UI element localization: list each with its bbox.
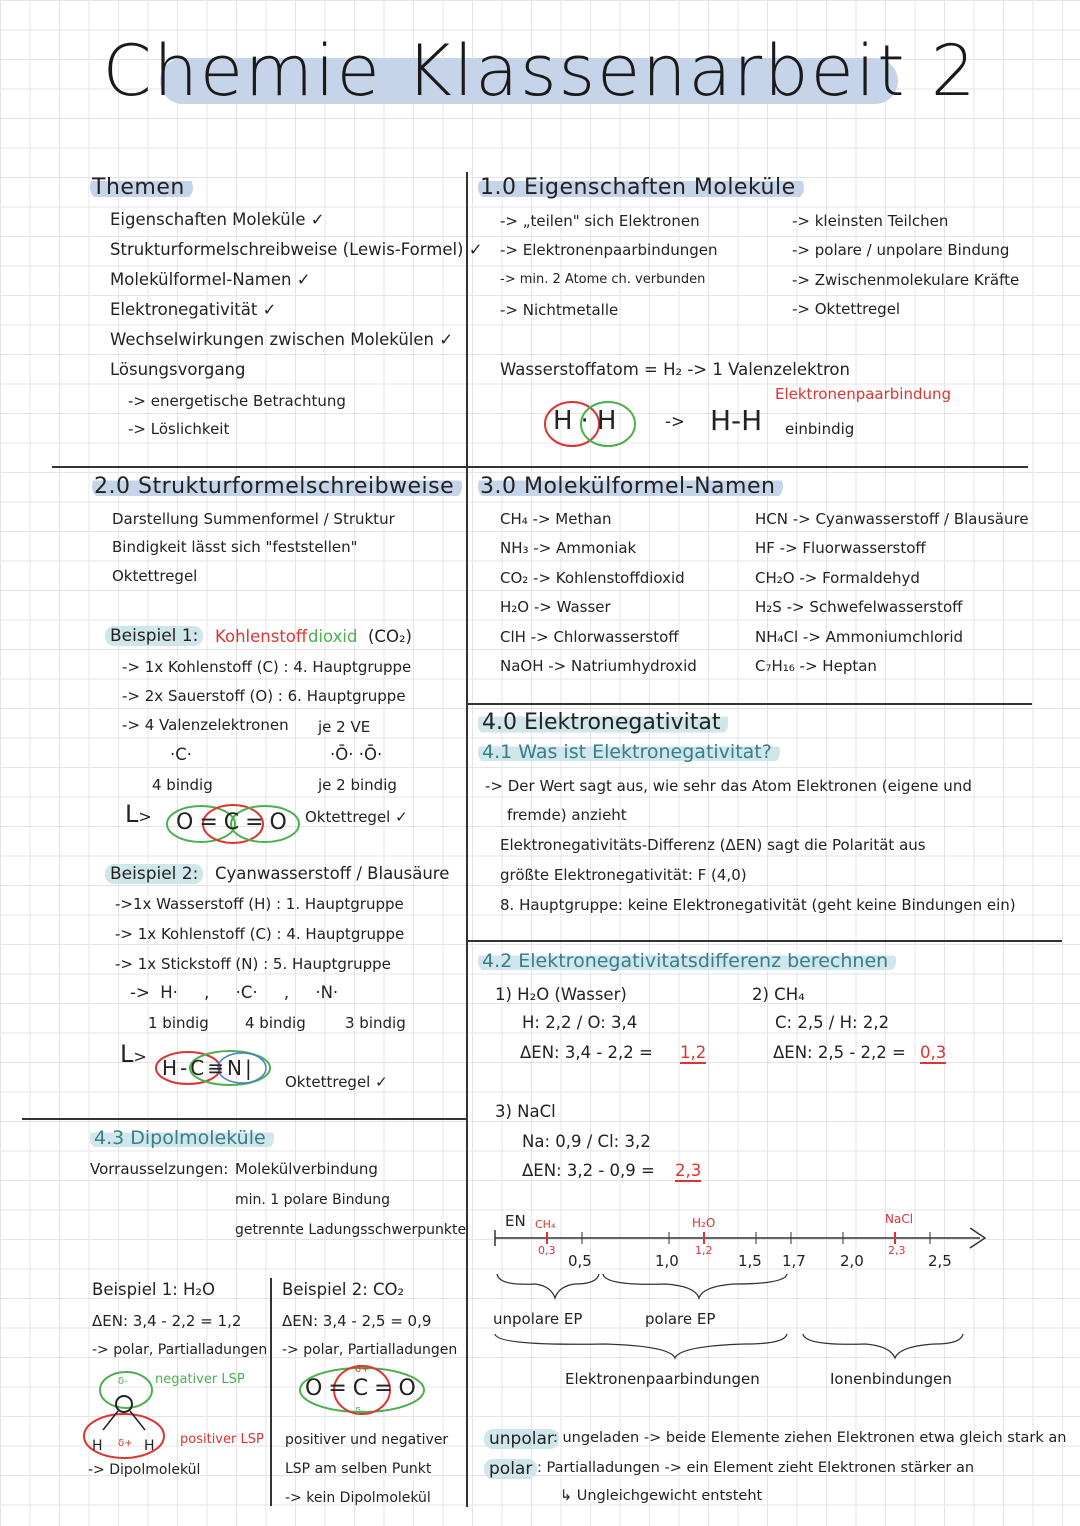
en-tick: 1,5 [738,1252,762,1270]
s2-ex1-line: -> 2x Sauerstoff (O) : 6. Hauptgruppe [122,687,406,705]
divider-vertical-top [466,172,468,1507]
page-title: Chemie Klassenarbeit 2 [102,30,978,112]
en-mark-val: 0,3 [538,1244,556,1257]
s42-ex1-t: 1) H₂O (Wasser) [495,985,627,1004]
svg-text:H: H [144,1438,155,1454]
divider-h-2 [466,703,1032,705]
s2-heading: 2.0 Strukturformelschreibweise [92,474,462,499]
s1-epb: Elektronenpaarbindung [775,385,952,403]
polar-ep-label: polare EP [645,1310,716,1328]
s43-b2-c: LSP am selben Punkt [285,1461,432,1477]
s2-ex1-hook-icon: L> [125,800,152,828]
themen-item: Eigenschaften Moleküle ✓ [110,210,325,229]
s2-ex1-line: -> 1x Kohlenstoff (C) : 4. Hauptgruppe [122,658,412,676]
s2-ex2-name: Cyanwasserstoff / Blausäure [215,864,450,883]
s2-ex1-name-a: Kohlenstoff [215,627,308,646]
s2-item: Darstellung Summenformel / Struktur [112,510,395,528]
s2-ex2-line: ->1x Wasserstoff (H) : 1. Hauptgruppe [115,895,404,913]
s2-ex1-okt: Oktettregel ✓ [305,808,408,826]
s2-ex2-line: -> 1x Kohlenstoff (C) : 4. Hauptgruppe [115,925,405,943]
s1-right: -> polare / unpolare Bindung [792,241,1010,259]
s1-left: -> „teilen" sich Elektronen [500,212,700,230]
s1-hbond: H-H [710,404,763,437]
s43-vor-label: Vorrausselzungen: [90,1160,229,1178]
s43-vor: Molekülverbindung [235,1160,378,1178]
s43-b1-pos: positiver LSP [180,1432,264,1447]
unpolar-ep-label: unpolare EP [493,1310,583,1328]
unpolar-tag: unpolar [484,1429,559,1449]
s1-left: -> min. 2 Atome ch. verbunden [500,272,706,287]
s43-b1-b: -> polar, Partialladungen [92,1342,268,1358]
s2-ex2-bindig: 4 bindig [245,1014,306,1032]
bond-braces [485,1328,1005,1368]
s2-ex1-formula: (CO₂) [368,627,412,646]
s1-hh: H·H [553,406,625,436]
s43-b2-struct: O=C=O [305,1376,422,1401]
s42-heading: 4.2 Elektronegativitatsdifferenz berechnen [478,950,896,972]
s42-ex2-a: C: 2,5 / H: 2,2 [775,1013,890,1032]
s4-line: Elektronegativitäts-Differenz (ΔEN) sagt die Polarität aus [500,836,926,854]
s2-ex2-label: Beispiel 2: [105,864,203,884]
divider-beispiele [270,1278,272,1506]
s42-ex3-b: ΔEN: 3,2 - 0,9 = [522,1161,655,1180]
en-tick: 2,0 [840,1252,864,1270]
s1-right: -> kleinsten Teilchen [792,212,949,230]
s3-left: NH₃ -> Ammoniak [500,539,637,557]
en-axis-label: EN [505,1212,526,1230]
s2-ex1-struct: O=C=O [176,810,293,835]
s1-einbindig: einbindig [785,420,855,438]
s42-ex1-b: ΔEN: 3,4 - 2,2 = [520,1043,653,1062]
s43-b2-c: -> kein Dipolmolekül [285,1490,431,1506]
s1-right: -> Zwischenmolekulare Kräfte [792,271,1020,289]
s2-ex2-atoms: -> H· , ·C· , ·N· [130,983,339,1002]
divider-h-1 [52,466,1028,468]
s42-ex3-a: Na: 0,9 / Cl: 3,2 [522,1132,651,1151]
s1-left: -> Nichtmetalle [500,301,619,319]
s43-b1-a: ΔEN: 3,4 - 2,2 = 1,2 [92,1312,242,1330]
s2-ex1-4b: 4 bindig [152,776,213,794]
s42-ex2-b: ΔEN: 2,5 - 2,2 = [773,1043,906,1062]
s42-ex3-r: 2,3 [675,1161,702,1180]
s2-ex1-name-b: dioxid [308,627,358,646]
s42-ex2-r: 0,3 [920,1043,947,1062]
s1-h-line: Wasserstoffatom = H₂ -> 1 Valenzelektron [500,360,850,379]
s2-ex1-je2ve: je 2 VE [318,718,371,736]
ion-label: Ionenbindungen [830,1370,952,1388]
epb-label: Elektronenpaarbindungen [565,1370,760,1388]
s43-vor: min. 1 polare Bindung [235,1192,390,1208]
svg-text:δ-: δ- [355,1406,365,1417]
s2-ex1-c: ·C· [170,745,193,764]
themen-item: Elektronegativität ✓ [110,300,277,319]
divider-h-3 [466,940,1062,942]
polar-text: : Partialladungen -> ein Element zieht Elektronen stärker an [537,1460,975,1476]
s3-left: H₂O -> Wasser [500,598,611,616]
s2-ex2-bindig: 1 bindig [148,1014,209,1032]
themen-item: Strukturformelschreibweise (Lewis-Formel) ✓ [110,240,483,259]
s43-b1-t: Beispiel 1: H₂O [92,1280,216,1299]
en-mark-val: 2,3 [888,1244,906,1257]
s42-ex1-a: H: 2,2 / O: 3,4 [522,1013,638,1032]
s3-left: CH₄ -> Methan [500,510,612,528]
s43-b1-neg: negativer LSP [155,1372,245,1387]
svg-text:δ+: δ+ [118,1438,133,1449]
en-tick: 1,0 [655,1252,679,1270]
s2-item: Bindigkeit lässt sich "feststellen" [112,538,358,556]
polar-tag: polar [484,1459,537,1479]
s3-right: HCN -> Cyanwasserstoff / Blausäure [755,510,1029,528]
themen-item: Lösungsvorgang [110,360,246,379]
s2-ex2-bindig: 3 bindig [345,1014,406,1032]
s42-ex3-t: 3) NaCl [495,1102,556,1121]
s43-b2-a: ΔEN: 3,4 - 2,5 = 0,9 [282,1312,432,1330]
s43-b2-b: -> polar, Partialladungen [282,1342,458,1358]
themen-item: Wechselwirkungen zwischen Molekülen ✓ [110,330,454,349]
s1-heading: 1.0 Eigenschaften Moleküle [478,175,804,200]
svg-text:δ-: δ- [118,1376,128,1387]
s3-heading: 3.0 Molekülformel-Namen [478,474,783,499]
s2-ex2-okt: Oktettregel ✓ [285,1073,388,1091]
s3-right: C₇H₁₆ -> Heptan [755,657,877,675]
en-mark-name: NaCl [885,1212,914,1226]
themen-sub: -> Löslichkeit [128,420,230,438]
en-mark-name: CH₄ [535,1218,556,1231]
s2-ex1-je2b: je 2 bindig [318,776,397,794]
s42-ex1-r: 1,2 [680,1043,707,1062]
s1-arrow: -> [665,412,685,431]
en-tick: 1,7 [782,1252,806,1270]
s43-b2-c: positiver und negativer [285,1432,449,1448]
s3-right: H₂S -> Schwefelwasserstoff [755,598,963,616]
s2-ex1-line: -> 4 Valenzelektronen [122,716,289,734]
svg-text:δ+: δ+ [355,1364,370,1375]
s4-line: 8. Hauptgruppe: keine Elektronegativität (geht keine Bindungen ein) [500,896,1016,914]
s42-ex2-t: 2) CH₄ [752,985,805,1004]
en-tick: 0,5 [568,1252,592,1270]
s2-ex2-struct: H-C≡N| [162,1056,255,1080]
s1-left: -> Elektronenpaarbindungen [500,241,718,259]
s43-heading: 4.3 Dipolmoleküle [90,1127,274,1149]
unpolar-text: : ungeladen -> beide Elemente ziehen Elektronen etwa gleich stark an [553,1430,1067,1446]
s2-ex2-line: -> 1x Stickstoff (N) : 5. Hauptgruppe [115,955,391,973]
themen-item: Molekülformel-Namen ✓ [110,270,311,289]
s2-ex2-hook-icon: L> [120,1040,147,1068]
s4-sub1: 4.1 Was ist Elektronegativitat? [478,741,780,763]
divider-h-4 [22,1118,466,1120]
s4-line: -> Der Wert sagt aus, wie sehr das Atom Elektronen (eigene und [485,777,972,795]
themen-heading: Themen [90,175,193,200]
s3-left: CO₂ -> Kohlenstoffdioxid [500,569,685,587]
themen-sub: -> energetische Betrachtung [128,392,346,410]
s1-right: -> Oktettregel [792,300,901,318]
s2-ex1-label: Beispiel 1: [105,626,203,646]
s3-right: CH₂O -> Formaldehyd [755,569,920,587]
s2-item: Oktettregel [112,567,198,585]
s3-left: NaOH -> Natriumhydroxid [500,657,697,675]
s2-ex1-o: ·Ō· ·Ō· [330,745,383,764]
en-mark-val: 1,2 [695,1244,713,1257]
s4-line: fremde) anzieht [507,806,627,824]
s4-heading: 4.0 Elektronegativitat [478,710,728,735]
s4-line: größte Elektronegativität: F (4,0) [500,866,747,884]
s43-b1-dip: -> Dipolmolekül [88,1462,201,1478]
polar-text2: ↳ Ungleichgewicht entsteht [560,1488,763,1504]
s3-right: HF -> Fluorwasserstoff [755,539,926,557]
en-tick: 2,5 [928,1252,952,1270]
s3-right: NH₄Cl -> Ammoniumchlorid [755,628,964,646]
s3-left: ClH -> Chlorwasserstoff [500,628,679,646]
s43-b2-t: Beispiel 2: CO₂ [282,1280,405,1299]
svg-text:H: H [92,1438,103,1454]
s43-vor: getrennte Ladungsschwerpunkte [235,1222,467,1238]
en-mark-name: H₂O [692,1216,716,1230]
